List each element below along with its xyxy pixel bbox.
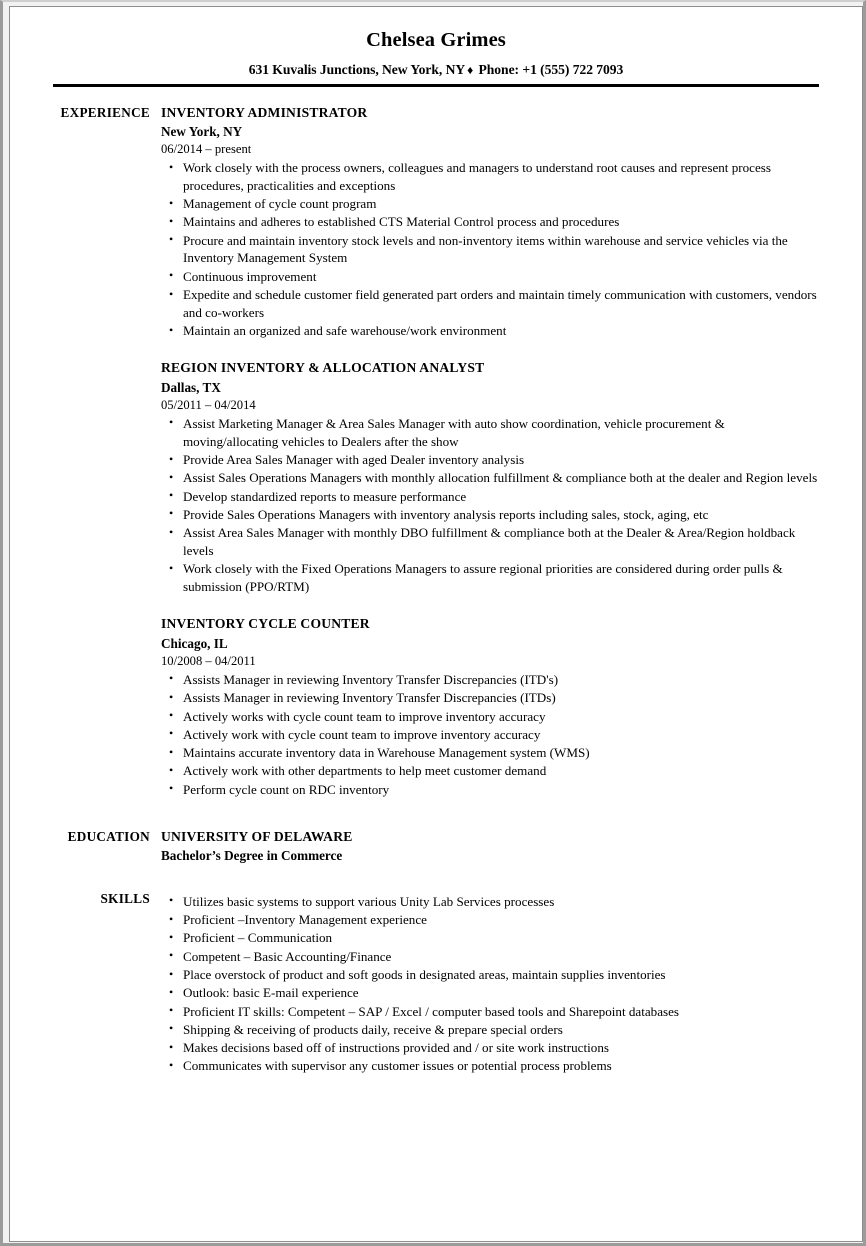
job-title: INVENTORY ADMINISTRATOR	[161, 104, 368, 120]
section-education	[10, 829, 862, 865]
education-degree: Bachelor’s Degree in Commerce	[161, 848, 343, 863]
spacer	[10, 799, 862, 829]
list-item: • Provide Area Sales Manager with aged Dealer inventory analysis	[161, 451, 822, 469]
list-item: • Proficient – Communication	[161, 929, 822, 947]
education-school: UNIVERSITY OF DELAWARE	[161, 829, 353, 845]
list-item: • Assist Area Sales Manager with monthly DBO fulfillment & compliance both at the Dealer & Area/Region holdback levels	[161, 524, 822, 560]
job-dates: 10/2008 – 04/2011	[161, 653, 256, 668]
section-experience	[10, 105, 862, 800]
job-bullet-list	[161, 415, 822, 596]
section-label-education: EDUCATION	[67, 829, 150, 845]
list-item: • Proficient IT skills: Competent – SAP / Excel / computer based tools and Sharepoint databases	[161, 1003, 822, 1021]
list-item: • Maintains accurate inventory data in Warehouse Management system (WMS)	[161, 744, 822, 762]
list-item: • Makes decisions based off of instructions provided and / or site work instructions	[161, 1039, 822, 1057]
list-item: • Procure and maintain inventory stock levels and non-inventory items within warehouse and service vehicles via the Inventory Management System	[161, 232, 822, 268]
list-item: • Competent – Basic Accounting/Finance	[161, 948, 822, 966]
resume-header	[10, 7, 862, 87]
list-item: • Maintains and adheres to established CTS Material Control process and procedures	[161, 213, 822, 231]
list-item: • Communicates with supervisor any customer issues or potential process problems	[161, 1057, 822, 1075]
candidate-name: Chelsea Grimes	[366, 29, 506, 51]
list-item: • Outlook: basic E-mail experience	[161, 984, 822, 1002]
section-label-experience: EXPERIENCE	[60, 104, 150, 120]
list-item: • Work closely with the process owners, colleagues and managers to understand root causes and represent process procedures, practicalities and exceptions	[161, 159, 822, 195]
skills-bullet-list	[161, 893, 822, 1075]
list-item: • Provide Sales Operations Managers with inventory analysis reports including sales, stock, aging, etc	[161, 506, 822, 524]
contact-phone: Phone: +1 (555) 722 7093	[478, 61, 624, 77]
list-item: • Actively work with cycle count team to improve inventory accuracy	[161, 726, 822, 744]
diamond-separator-icon: ♦	[467, 62, 474, 77]
section-label-skills: SKILLS	[100, 890, 150, 906]
job-entry	[161, 105, 822, 340]
list-item: • Continuous improvement	[161, 268, 822, 286]
contact-address: 631 Kuvalis Junctions, New York, NY	[248, 61, 466, 77]
job-entry	[161, 616, 822, 798]
job-location: Chicago, IL	[161, 636, 228, 652]
spacer	[161, 340, 822, 360]
education-content	[161, 829, 862, 865]
experience-content	[161, 105, 862, 800]
experience-label-column	[10, 105, 161, 121]
job-title: INVENTORY CYCLE COUNTER	[161, 616, 370, 632]
list-item: • Management of cycle count program	[161, 195, 822, 213]
job-location: Dallas, TX	[161, 380, 221, 396]
job-dates: 06/2014 – present	[161, 141, 252, 156]
list-item: • Assist Marketing Manager & Area Sales Manager with auto show coordination, vehicle procurement & moving/allocating vehicles to Dealers after the show	[161, 415, 822, 451]
education-label-column	[10, 829, 161, 845]
resume-page	[9, 6, 863, 1242]
job-dates: 05/2011 – 04/2014	[161, 397, 256, 412]
job-bullet-list	[161, 159, 822, 340]
list-item: • Assists Manager in reviewing Inventory Transfer Discrepancies (ITD's)	[161, 671, 822, 689]
list-item: • Work closely with the Fixed Operations Managers to assure regional priorities are considered during order pulls & submission (PPO/RTM)	[161, 560, 822, 596]
job-location: New York, NY	[161, 124, 243, 140]
list-item: • Perform cycle count on RDC inventory	[161, 781, 822, 799]
list-item: • Maintain an organized and safe warehouse/work environment	[161, 322, 822, 340]
list-item: • Expedite and schedule customer field generated part orders and maintain timely communication with customers, vendors and co-workers	[161, 286, 822, 322]
skills-label-column	[10, 891, 161, 907]
section-skills	[10, 891, 862, 1076]
contact-line	[10, 63, 862, 78]
list-item: • Utilizes basic systems to support various Unity Lab Services processes	[161, 893, 822, 911]
job-bullet-list	[161, 671, 822, 799]
list-item: • Actively works with cycle count team to improve inventory accuracy	[161, 708, 822, 726]
list-item: • Place overstock of product and soft goods in designated areas, maintain supplies inventories	[161, 966, 822, 984]
job-entry	[161, 360, 822, 595]
job-title: REGION INVENTORY & ALLOCATION ANALYST	[161, 360, 485, 376]
spacer	[161, 596, 822, 616]
list-item: • Proficient –Inventory Management experience	[161, 911, 822, 929]
skills-content	[161, 891, 862, 1076]
spacer	[10, 865, 862, 891]
list-item: • Actively work with other departments to help meet customer demand	[161, 762, 822, 780]
list-item: • Develop standardized reports to measure performance	[161, 488, 822, 506]
list-item: • Assist Sales Operations Managers with monthly allocation fulfillment & compliance both at the dealer and Region levels	[161, 469, 822, 487]
resume-body	[10, 87, 862, 1076]
list-item: • Assists Manager in reviewing Inventory Transfer Discrepancies (ITDs)	[161, 689, 822, 707]
list-item: • Shipping & receiving of products daily, receive & prepare special orders	[161, 1021, 822, 1039]
